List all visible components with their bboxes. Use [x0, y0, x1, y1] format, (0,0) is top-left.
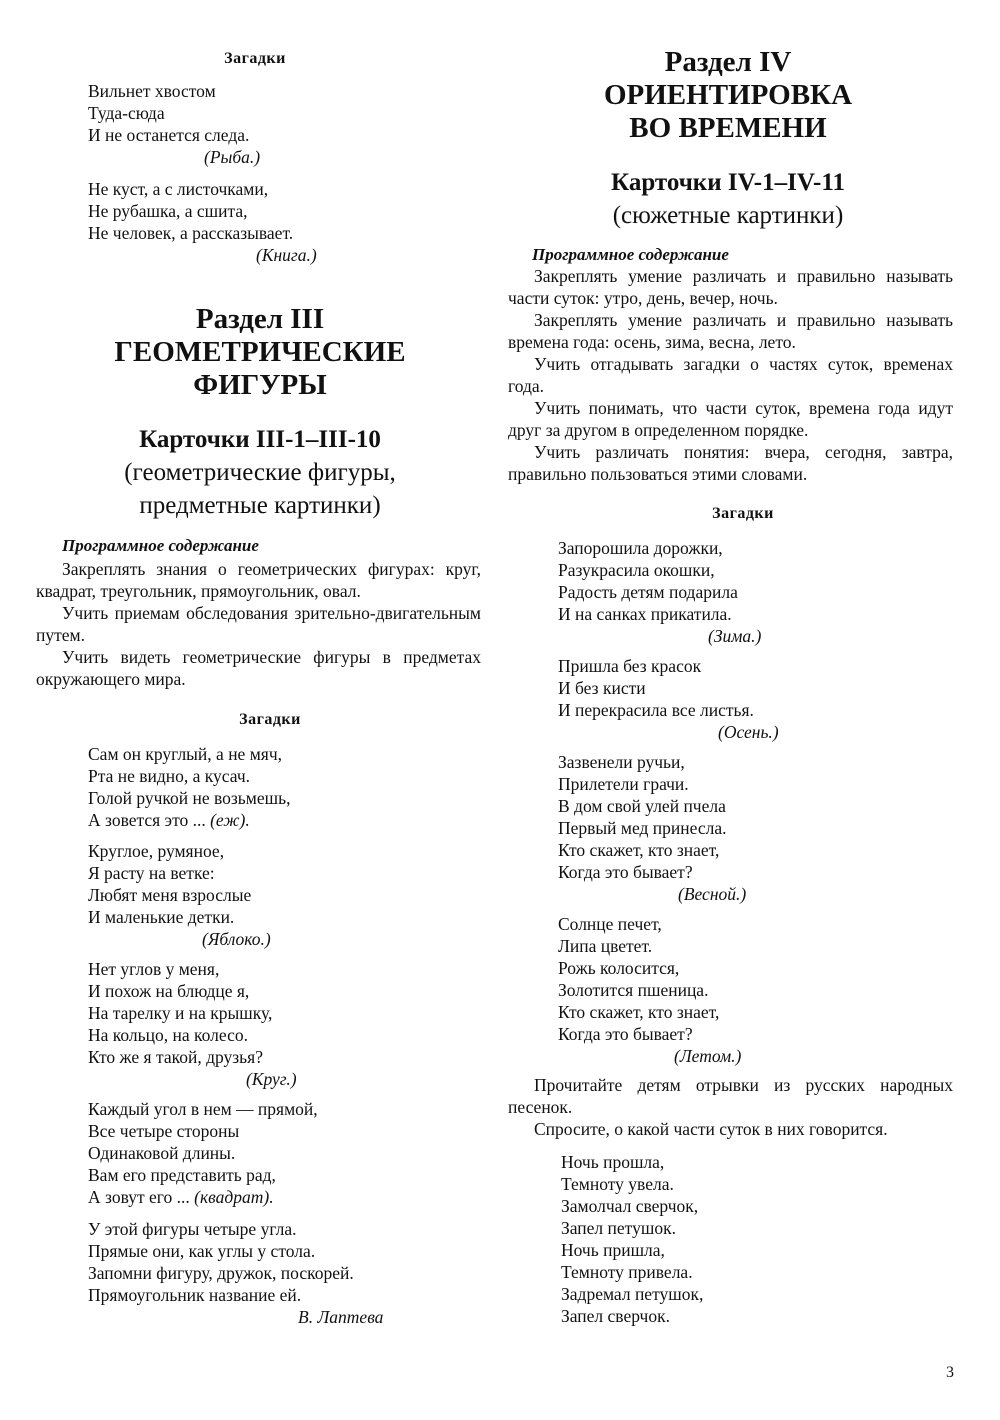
riddle-line: Запомни фигуру, дружок, поскорей.	[88, 1263, 354, 1283]
section-heading-line: ОРИЕНТИРОВКА	[603, 79, 853, 111]
riddles-heading: Загадки	[224, 50, 286, 67]
riddle-line: Не человек, а рассказывает.	[88, 223, 294, 243]
riddle-line: Разукрасила окошки,	[558, 560, 715, 580]
riddle-answer: (Яблоко.)	[202, 929, 271, 949]
riddle-line: Первый мед принесла.	[558, 818, 727, 838]
riddles-heading: Загадки	[239, 711, 301, 728]
section-heading-line: ВО ВРЕМЕНИ	[629, 112, 827, 144]
riddle-line: На тарелку и на крышку,	[88, 1003, 273, 1023]
riddle-line: Когда это бывает?	[558, 1024, 693, 1044]
riddle-line: Кто же я такой, друзья?	[88, 1047, 263, 1067]
riddle-line: И не останется следа.	[88, 125, 250, 145]
riddle-line: И похож на блюдце я,	[88, 981, 250, 1001]
riddle-answer: (еж).	[210, 810, 250, 830]
program-paragraph: Учить видеть геометрические фигуры в предметах окружающего мира.	[36, 647, 481, 689]
page-number: 3	[946, 1364, 954, 1381]
riddle-answer: (квадрат).	[194, 1187, 274, 1207]
instructions	[508, 1074, 953, 1140]
cards-title: Карточки III-1–III-10	[139, 426, 381, 453]
program-paragraph: Учить различать понятия: вчера, сегодня, завтра, правильно пользоваться этими словами.	[508, 442, 953, 484]
cards-heading	[508, 166, 948, 232]
riddle-line: Любят меня взрослые	[88, 885, 252, 905]
program-paragraph: Закреплять знания о геометрических фигурах: круг, квадрат, треугольник, прямоугольник, овал.	[36, 559, 481, 601]
riddle-line: Рта не видно, а кусач.	[88, 766, 251, 786]
riddle-line: И без кисти	[558, 678, 646, 698]
riddle-answer: (Осень.)	[718, 722, 779, 742]
program-paragraph: Учить приемам обследования зрительно-двигательным путем.	[36, 603, 481, 645]
riddle-line: Кто скажет, кто знает,	[558, 840, 720, 860]
riddle-line: Я расту на ветке:	[88, 863, 215, 883]
riddle-line: У этой фигуры четыре угла.	[88, 1219, 297, 1239]
cards-heading	[40, 423, 480, 522]
riddle-line: А зовут его ... (квадрат).	[88, 1187, 274, 1207]
riddle-line: Пришла без красок	[558, 656, 702, 676]
song-line: Ночь пришла,	[561, 1240, 665, 1260]
riddle-line: Прилетели грачи.	[558, 774, 689, 794]
riddle-line: Голой ручкой не возьмешь,	[88, 788, 291, 808]
riddle-answer: (Круг.)	[246, 1069, 297, 1089]
cards-subtitle-line: (сюжетные картинки)	[612, 202, 844, 229]
program-paragraph: Закреплять умение различать и правильно называть времена года: осень, зима, весна, лето.	[508, 310, 953, 352]
riddle-line: Все четыре стороны	[88, 1121, 240, 1141]
riddle-line: Когда это бывает?	[558, 862, 693, 882]
riddle-line: Прямоугольник название ей.	[88, 1285, 302, 1305]
section-heading-line: ФИГУРЫ	[193, 369, 327, 401]
section-heading-line: Раздел III	[195, 303, 325, 335]
riddle-answer: (Книга.)	[256, 245, 317, 265]
program-paragraphs	[36, 558, 481, 690]
riddle-line: На кольцо, на колесо.	[88, 1025, 248, 1045]
instruction-paragraph: Прочитайте детям отрывки из русских народных песенок.	[508, 1075, 953, 1117]
riddle-line: Нет углов у меня,	[88, 959, 220, 979]
riddle-line: Вам его представить рад,	[88, 1165, 276, 1185]
riddle-line: В дом свой улей пчела	[558, 796, 726, 816]
riddle-line: Сам он круглый, а не мяч,	[88, 744, 282, 764]
program-label: Программное содержание	[532, 245, 729, 264]
riddle-answer: (Зима.)	[708, 626, 762, 646]
program-paragraph: Закреплять умение различать и правильно называть части суток: утро, день, вечер, ночь.	[508, 266, 953, 308]
riddle-line: Не куст, а с листочками,	[88, 179, 269, 199]
song-line: Темноту привела.	[561, 1262, 693, 1282]
program-paragraph: Учить понимать, что части суток, времена года идут друг за другом в определенном порядке.	[508, 398, 953, 440]
riddle-line: Липа цветет.	[558, 936, 653, 956]
riddle-line: Зазвенели ручьи,	[558, 752, 685, 772]
riddle-line: Прямые они, как углы у стола.	[88, 1241, 316, 1261]
song-line: Задремал петушок,	[561, 1284, 704, 1304]
riddle-line: Туда-сюда	[88, 103, 165, 123]
riddle-line: Одинаковой длины.	[88, 1143, 236, 1163]
song-line: Темноту увела.	[561, 1174, 674, 1194]
riddle-answer: (Летом.)	[674, 1046, 742, 1066]
program-label: Программное содержание	[62, 536, 259, 555]
riddle-line: Вильнет хвостом	[88, 81, 216, 101]
riddle-line: И маленькие детки.	[88, 907, 235, 927]
program-paragraph: Учить отгадывать загадки о частях суток, временах года.	[508, 354, 953, 396]
riddle-line: Не рубашка, а сшита,	[88, 201, 248, 221]
song-line: Замолчал сверчок,	[561, 1196, 699, 1216]
instruction-paragraph: Спросите, о какой части суток в них говорится.	[534, 1119, 888, 1139]
section-heading-line: Раздел IV	[664, 46, 792, 78]
section-heading	[50, 303, 470, 402]
song-line: Запел петушок.	[561, 1218, 676, 1238]
riddle-line: Кто скажет, кто знает,	[558, 1002, 720, 1022]
riddle-line: Круглое, румяное,	[88, 841, 225, 861]
cards-subtitle-line: предметные картинки)	[139, 492, 381, 519]
riddle-author: В. Лаптева	[298, 1307, 384, 1327]
riddle-line: А зовется это ... (еж).	[88, 810, 250, 830]
cards-subtitle-line: (геометрические фигуры,	[124, 459, 396, 486]
riddle-line: И на санках прикатила.	[558, 604, 732, 624]
section-heading-line: ГЕОМЕТРИЧЕСКИЕ	[114, 336, 406, 368]
riddle-line: Радость детям подарила	[558, 582, 738, 602]
riddles-heading: Загадки	[712, 505, 774, 522]
riddle-line: Золотится пшеница.	[558, 980, 709, 1000]
cards-title: Карточки IV-1–IV-11	[611, 169, 845, 196]
riddle-line: Запорошила дорожки,	[558, 538, 723, 558]
riddle-answer: (Весной.)	[678, 884, 747, 904]
program-paragraphs	[508, 265, 953, 485]
section-heading	[518, 46, 938, 145]
riddle-answer: (Рыба.)	[204, 147, 261, 167]
riddle-line: Солнце печет,	[558, 914, 662, 934]
song-line: Запел сверчок.	[561, 1306, 670, 1326]
riddle-line: И перекрасила все листья.	[558, 700, 754, 720]
riddle-line: Рожь колосится,	[558, 958, 680, 978]
riddle-line: Каждый угол в нем — прямой,	[88, 1099, 318, 1119]
song-line: Ночь прошла,	[561, 1152, 665, 1172]
